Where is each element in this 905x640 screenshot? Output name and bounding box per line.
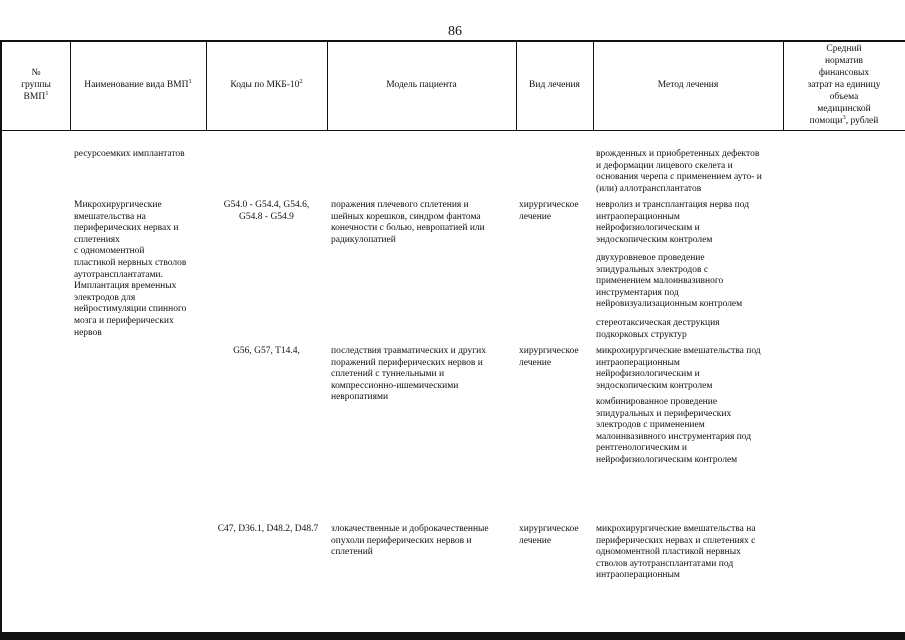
row2-icd-codes: G56, G57, T14.4,: [233, 346, 300, 356]
row3-patient-model: злокачественные и доброкачественные опухоли периферических нервов и сплетений: [331, 524, 489, 558]
row3-treatment-type: хирургическое лечение: [519, 524, 579, 546]
row3-method-1: микрохирургические вмешательства на периферических нервах и сплетениях с одномоментной пластикой нервных стволов аутотрансплантатами под интраоперационным: [596, 524, 756, 581]
header-vmp-name: Наименование вида ВМП$^1$: [84, 77, 192, 90]
row1-treatment-type: хирургическое лечение: [519, 200, 579, 222]
row1-patient-model: поражения плечевого сплетения и шейных корешков, синдром фантома конечности с болью, невропатией или радикулопатией: [331, 200, 485, 245]
row1-method-2: двухуровневое проведение эпидуральных электродов с применением малоинвазивного инструментария под нейровизуализационным контролем: [596, 253, 743, 310]
row2-method-2: комбинированное проведение эпидуральных и периферических электродов с применением малоинвазивного инструментария под рентгенологическим и нейрофизиологическим контролем: [596, 397, 752, 465]
row2-patient-model: последствия травматических и других поражений периферических нервов и сплетений с туннельными и компрессионно-ишемическими невропатиями: [331, 346, 487, 403]
cont-method: врожденных и приобретенных дефектов и деформации лицевого скелета и основания черепа с применением ауто- и (или) аллотрансплантатов: [596, 149, 762, 194]
header-treatment-type: Вид лечения: [529, 80, 580, 90]
cont-vmp-name: ресурсоемких имплантатов: [74, 149, 185, 159]
header-treatment-method: Метод лечения: [657, 80, 719, 90]
row1-icd-codes: G54.0 - G54.4, G54.6, G54.8 - G54.9: [223, 200, 310, 222]
vmp-name-microsurgery: Микрохирургические вмешательства на периферических нервах и сплетениях с одномоментной пластикой нервных стволов аутотрансплантатами. Имплантация временных электродов для нейростимуляции спинного мозга и периферических нервов: [74, 200, 187, 338]
page-bottom-edge: [0, 632, 905, 640]
column-divider: [516, 40, 517, 130]
row1-method-1: невролиз и трансплантация нерва под интраоперационным нейрофизиологическим и эндоскопическим контролем: [596, 200, 750, 245]
header-cost-norm: Средний норматив финансовых затрат на единицу объема медицинской помощи$^3$, рублей: [807, 44, 881, 126]
page-number: 86: [448, 24, 462, 39]
header-patient-model: Модель пациента: [386, 80, 457, 90]
column-divider: [206, 40, 207, 130]
header-bottom-border: [0, 130, 905, 131]
header-group-number: № группы ВМП$^1$: [21, 68, 51, 102]
row1-method-3: стереотаксическая деструкция подкорковых структур: [596, 318, 720, 340]
header-icd-codes: Коды по МКБ-$10^2$: [230, 77, 303, 90]
column-divider: [593, 40, 594, 130]
column-divider: [327, 40, 328, 130]
row3-icd-codes: C47, D36.1, D48.2, D48.7: [217, 524, 319, 534]
row2-treatment-type: хирургическое лечение: [519, 346, 579, 368]
column-divider: [783, 40, 784, 130]
row2-method-1: микрохирургические вмешательства под интраоперационным нейрофизиологическим и эндоскопическим контролем: [596, 346, 761, 391]
column-divider: [70, 40, 71, 130]
